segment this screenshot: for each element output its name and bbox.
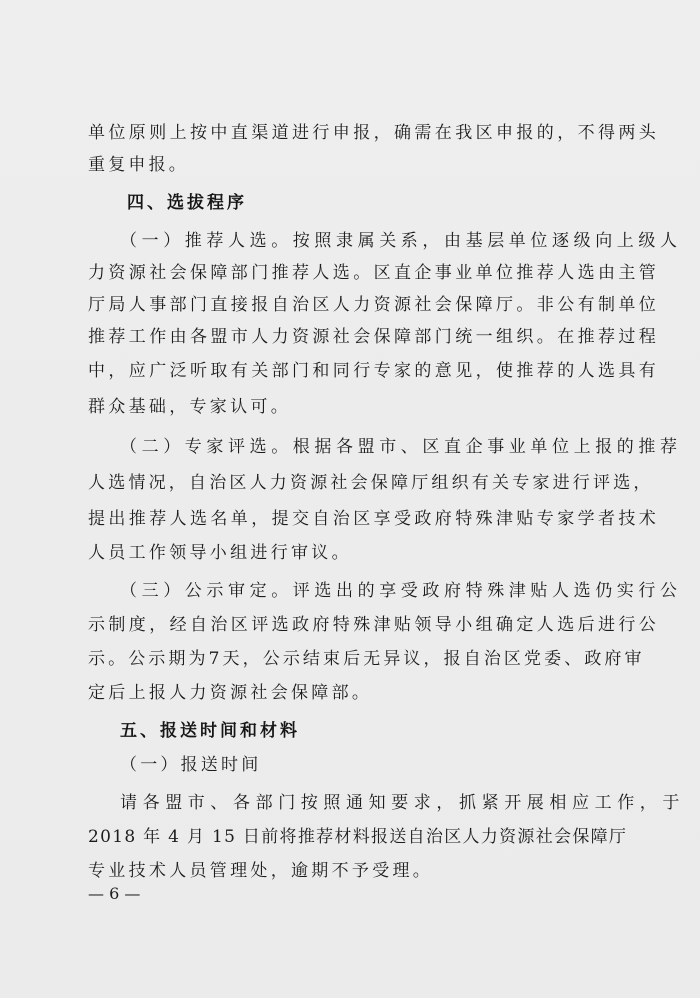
body-line: 2018 年 4 月 15 日前将推荐材料报送自治区人力资源社会保障厅 [88, 827, 628, 847]
body-line: 定后上报人力资源社会保障部。 [88, 683, 373, 703]
body-line: （一）推荐人选。按照隶属关系，由基层单位逐级向上级人 [120, 231, 682, 251]
body-line: 推荐工作由各盟市人力资源社会保障部门统一组织。在推荐过程 [88, 327, 660, 347]
body-line: 重复申报。 [88, 155, 189, 175]
body-line: 力资源社会保障部门推荐人选。区直企事业单位推荐人选由主管 [88, 263, 660, 283]
body-line: 人员工作领导小组进行审议。 [88, 543, 352, 563]
body-line: 示制度，经自治区评选政府特殊津贴领导小组确定人选后进行公 [88, 615, 660, 635]
subheading: （一）报送时间 [120, 755, 262, 775]
body-line: 群众基础，专家认可。 [88, 397, 291, 417]
body-line: （二）专家评选。根据各盟市、区直企事业单位上报的推荐 [120, 437, 682, 457]
body-line: （三）公示审定。评选出的享受政府特殊津贴人选仍实行公 [120, 581, 682, 601]
section-heading-5: 五、报送时间和材料 [120, 721, 300, 741]
body-line: 专业技术人员管理处，逾期不予受理。 [88, 861, 434, 881]
page-number: — 6 — [88, 884, 141, 903]
body-line: 单位原则上按中直渠道进行申报，确需在我区申报的，不得两头 [88, 123, 660, 143]
body-line: 示。公示期为7天，公示结束后无异议，报自治区党委、政府审 [88, 649, 645, 669]
body-line: 厅局人事部门直接报自治区人力资源社会保障厅。非公有制单位 [88, 295, 660, 315]
body-line: 人选情况，自治区人力资源社会保障厅组织有关专家进行评选， [88, 473, 654, 493]
body-line: 中，应广泛听取有关部门和同行专家的意见，使推荐的人选具有 [88, 361, 660, 381]
body-line: 请各盟市、各部门按照通知要求，抓紧开展相应工作，于 [120, 793, 685, 813]
body-line: 提出推荐人选名单，提交自治区享受政府特殊津贴专家学者技术 [88, 509, 660, 529]
section-heading-4: 四、选拔程序 [127, 193, 247, 213]
